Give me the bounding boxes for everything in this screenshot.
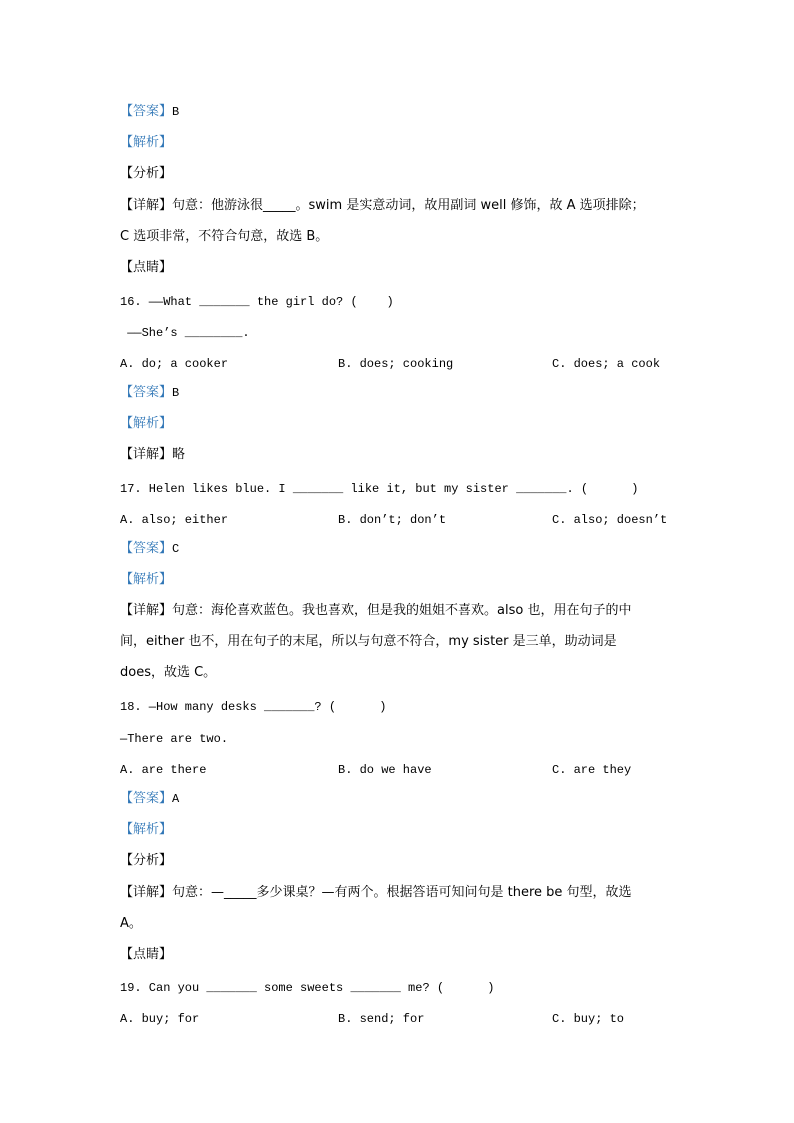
q16-analysis-label: 【解析】 [120, 416, 173, 431]
q15-answer-row [120, 104, 179, 120]
option-a: A. also; either [120, 513, 229, 527]
q18-detail-row [120, 885, 632, 901]
q15-detail-row [120, 198, 645, 214]
option-b: B. does; cooking [338, 357, 454, 371]
q17-answer-row [120, 541, 179, 557]
answer-value: A [172, 792, 180, 806]
detail-text: 句意：他游泳很_____。swim 是实意动词，故用副词 well 修饰，故 A 选项排除； [172, 198, 645, 213]
q18-fenxi-label: 【分析】 [120, 853, 173, 868]
answer-label: 【答案】 [120, 541, 173, 556]
q15-detail-row-2: C 选项非常，不符合句意，故选 B。 [120, 229, 329, 244]
q18-analysis-label: 【解析】 [120, 822, 173, 837]
q16-reply: ——She’s ________. [120, 326, 250, 340]
answer-value: B [172, 386, 180, 400]
q17-analysis-label: 【解析】 [120, 572, 173, 587]
answer-label: 【答案】 [120, 791, 173, 806]
q19-question: 19. Can you _______ some sweets _______ me? ( ) [120, 981, 495, 995]
answer-label: 【答案】 [120, 385, 173, 400]
q15-dianjing-label: 【点睛】 [120, 260, 173, 275]
answer-value: C [172, 542, 180, 556]
option-c: C. are they [552, 763, 632, 777]
option-c: C. does; a cook [552, 357, 661, 371]
q18-dianjing-label: 【点睛】 [120, 947, 173, 962]
q17-question: 17. Helen likes blue. I _______ like it, but my sister _______. ( ) [120, 482, 639, 496]
q17-detail-row-2: 间，either 也不，用在句子的末尾，所以与句意不符合，my sister 是三单，助动词是 [120, 634, 617, 649]
option-a: A. are there [120, 763, 207, 777]
q18-detail-row-2: A。 [120, 916, 142, 931]
option-b: B. do we have [338, 763, 432, 777]
detail-text: 句意：海伦喜欢蓝色。我也喜欢，但是我的姐姐不喜欢。also 也，用在句子的中 [172, 603, 632, 618]
q15-analysis-label: 【解析】 [120, 135, 173, 150]
option-b: B. don’t; don’t [338, 513, 447, 527]
q17-detail-row-3: does，故选 C。 [120, 665, 217, 680]
option-c: C. buy; to [552, 1012, 625, 1026]
detail-text: 略 [172, 447, 186, 462]
option-a: A. buy; for [120, 1012, 200, 1026]
q18-answer-row [120, 791, 179, 807]
detail-label: 【详解】 [120, 198, 173, 213]
q16-question: 16. ——What _______ the girl do? ( ) [120, 295, 394, 309]
detail-text: 句意：—_____多少课桌？—有两个。根据答语可知问句是 there be 句型，故选 [172, 885, 632, 900]
q15-fenxi-label: 【分析】 [120, 166, 173, 181]
option-c: C. also; doesn’t [552, 513, 668, 527]
answer-value: B [172, 105, 180, 119]
option-b: B. send; for [338, 1012, 425, 1026]
answer-label: 【答案】 [120, 104, 173, 119]
q17-detail-row [120, 603, 631, 619]
q18-question: 18. —How many desks _______? ( ) [120, 700, 387, 714]
detail-label: 【详解】 [120, 885, 173, 900]
option-a: A. do; a cooker [120, 357, 229, 371]
q16-detail-row [120, 447, 185, 463]
q18-reply: —There are two. [120, 732, 229, 746]
q16-answer-row [120, 385, 179, 401]
detail-label: 【详解】 [120, 603, 173, 618]
detail-label: 【详解】 [120, 447, 173, 462]
